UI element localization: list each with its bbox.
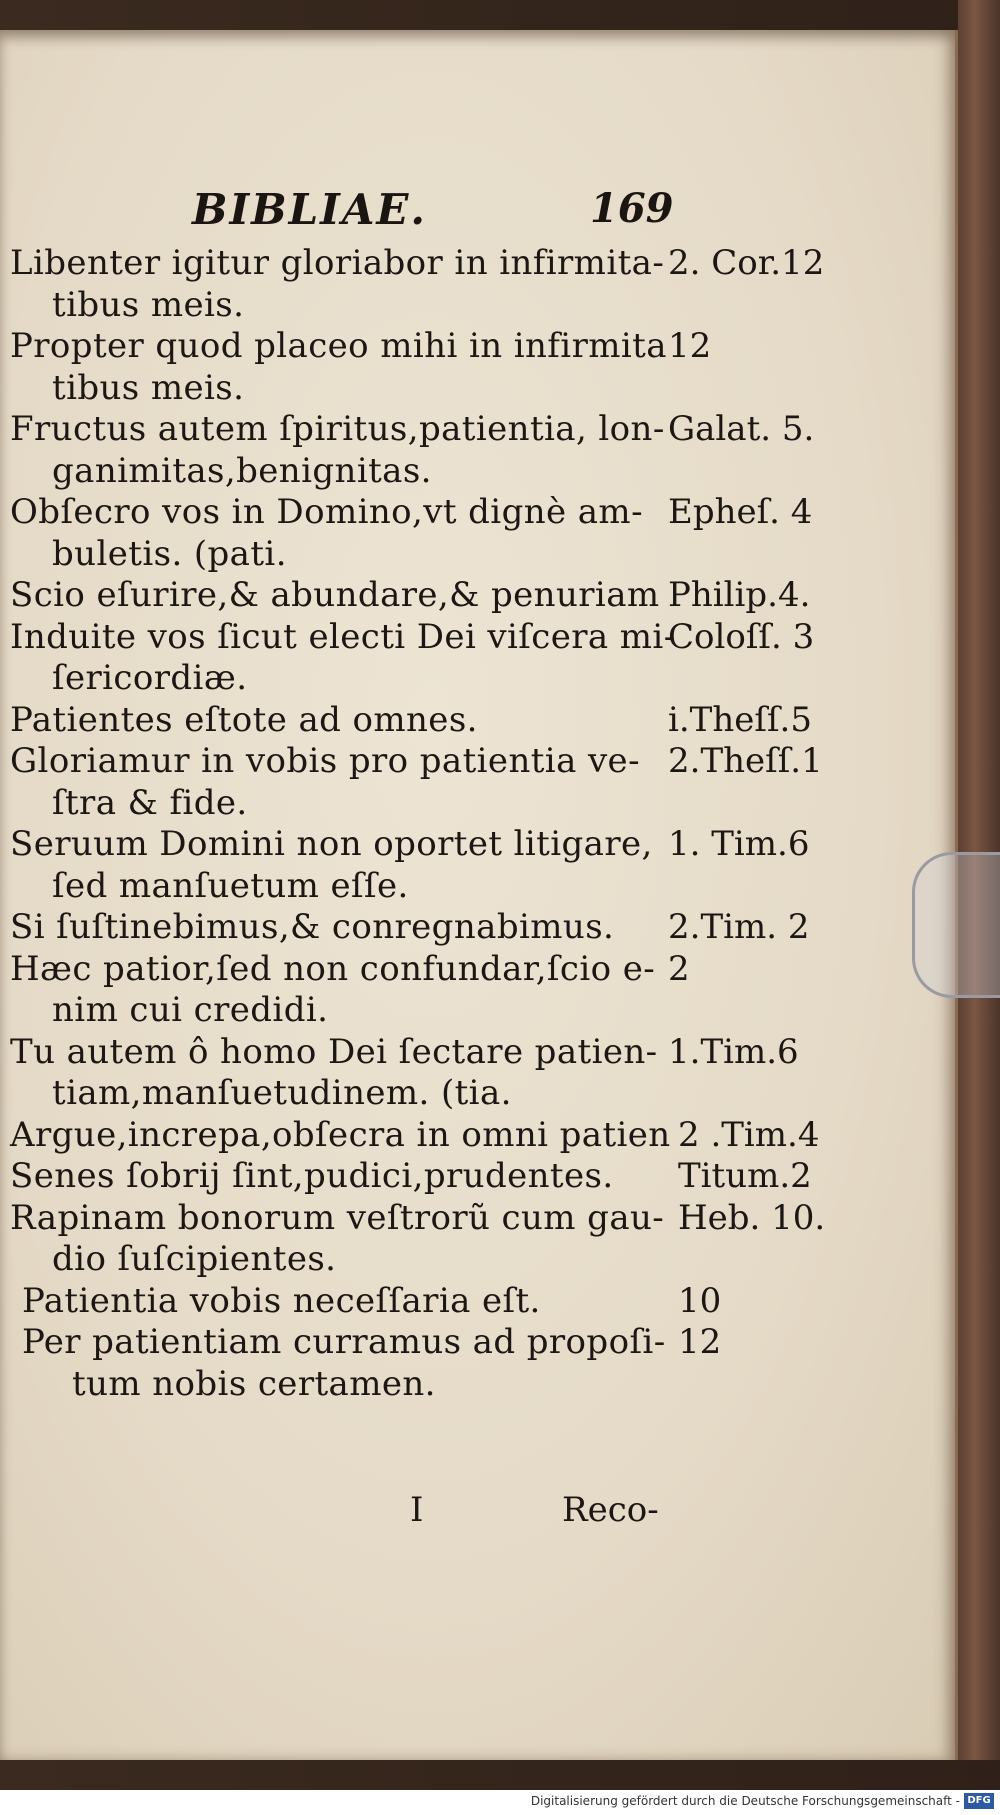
scripture-reference: Titum.2 (678, 1156, 812, 1196)
scripture-reference: Heb. 10. (678, 1197, 826, 1238)
text-line: Gloriamur in vobis pro patientia ve- (10, 741, 640, 781)
text-line: Per patientiam curramus ad propoſi- (22, 1322, 666, 1362)
scripture-reference: 1.Tim.6 (668, 1031, 799, 1072)
text-line: Argue,increpa,obſecra in omni patien (10, 1114, 671, 1155)
text-line: ſtra & fide. (52, 782, 248, 823)
text-line: buletis. (pati. (52, 533, 287, 574)
text-line: Patientia vobis neceſſaria eſt. (22, 1280, 541, 1321)
scripture-reference: 2. Cor.12 (668, 243, 825, 283)
footer-credit: Digitalisierung gefördert durch die Deutsche Forschungsgemeinschaft - (530, 1794, 960, 1808)
scripture-reference: 12 (678, 1322, 722, 1362)
dfg-logo: DFG (964, 1793, 994, 1809)
scripture-reference: 2 (668, 948, 690, 989)
scripture-reference: 1. Tim.6 (668, 824, 810, 864)
page-clip (912, 852, 1000, 998)
page-header (0, 185, 955, 245)
text-line: Patientes eſtote ad omnes. (10, 699, 478, 740)
scripture-reference: Coloſſ. 3 (668, 616, 815, 657)
text-line: Scio eſurire,& abundare,& penuriam (10, 575, 660, 615)
text-line: Seruum Domini non oportet litigare, (10, 824, 653, 864)
text-line: Tu autem ô homo Dei ſectare patien- (10, 1031, 658, 1072)
page-number: 169 (590, 185, 674, 232)
text-line: Senes ſobrij ſint,pudici,prudentes. (10, 1156, 614, 1196)
text-line: ſericordiæ. (52, 658, 248, 698)
scripture-reference: 2 .Tim.4 (678, 1114, 820, 1155)
text-line: Obſecro vos in Domino,vt dignè am- (10, 492, 643, 532)
scripture-reference: 10 (678, 1280, 722, 1321)
signature-mark: I (410, 1490, 424, 1530)
text-line: Rapinam bonorum veſtrorũ cum gau- (10, 1197, 665, 1238)
text-line: dio ſuſcipientes. (52, 1239, 337, 1279)
text-line: nim cui credidi. (52, 990, 329, 1030)
catchword: Reco- (562, 1490, 659, 1530)
text-line: Fructus autem ſpiritus,patientia, lon- (10, 409, 665, 449)
footer-bar (0, 1790, 1000, 1815)
text-line: tum nobis certamen. (72, 1363, 436, 1404)
running-head: BIBLIAE. (192, 185, 428, 234)
text-line: Propter quod placeo mihi in infirmita (10, 326, 667, 366)
text-line: Hæc patior,ſed non confundar,ſcio e- (10, 948, 656, 989)
text-line: Libenter igitur gloriabor in infirmita- (10, 243, 665, 283)
text-line: ſed manſuetum eſſe. (52, 865, 409, 906)
text-line: tibus meis. (52, 367, 245, 408)
scripture-reference: 2.Tim. 2 (668, 907, 810, 947)
text-line: Induite vos ſicut electi Dei viſcera mi- (10, 616, 676, 657)
scripture-reference: 12 (668, 326, 712, 366)
text-line: tibus meis. (52, 284, 245, 325)
text-line: tiam,manſuetudinem. (tia. (52, 1073, 512, 1113)
scripture-reference: 2.Theſſ.1 (668, 741, 823, 781)
scripture-reference: Galat. 5. (668, 409, 815, 449)
scripture-reference: Philip.4. (668, 575, 811, 615)
text-line: ganimitas,benignitas. (52, 450, 432, 491)
scripture-reference: Epheſ. 4 (668, 492, 813, 532)
scripture-reference: i.Theſſ.5 (668, 699, 812, 740)
text-line: Si ſuſtinebimus,& conregnabimus. (10, 907, 615, 947)
